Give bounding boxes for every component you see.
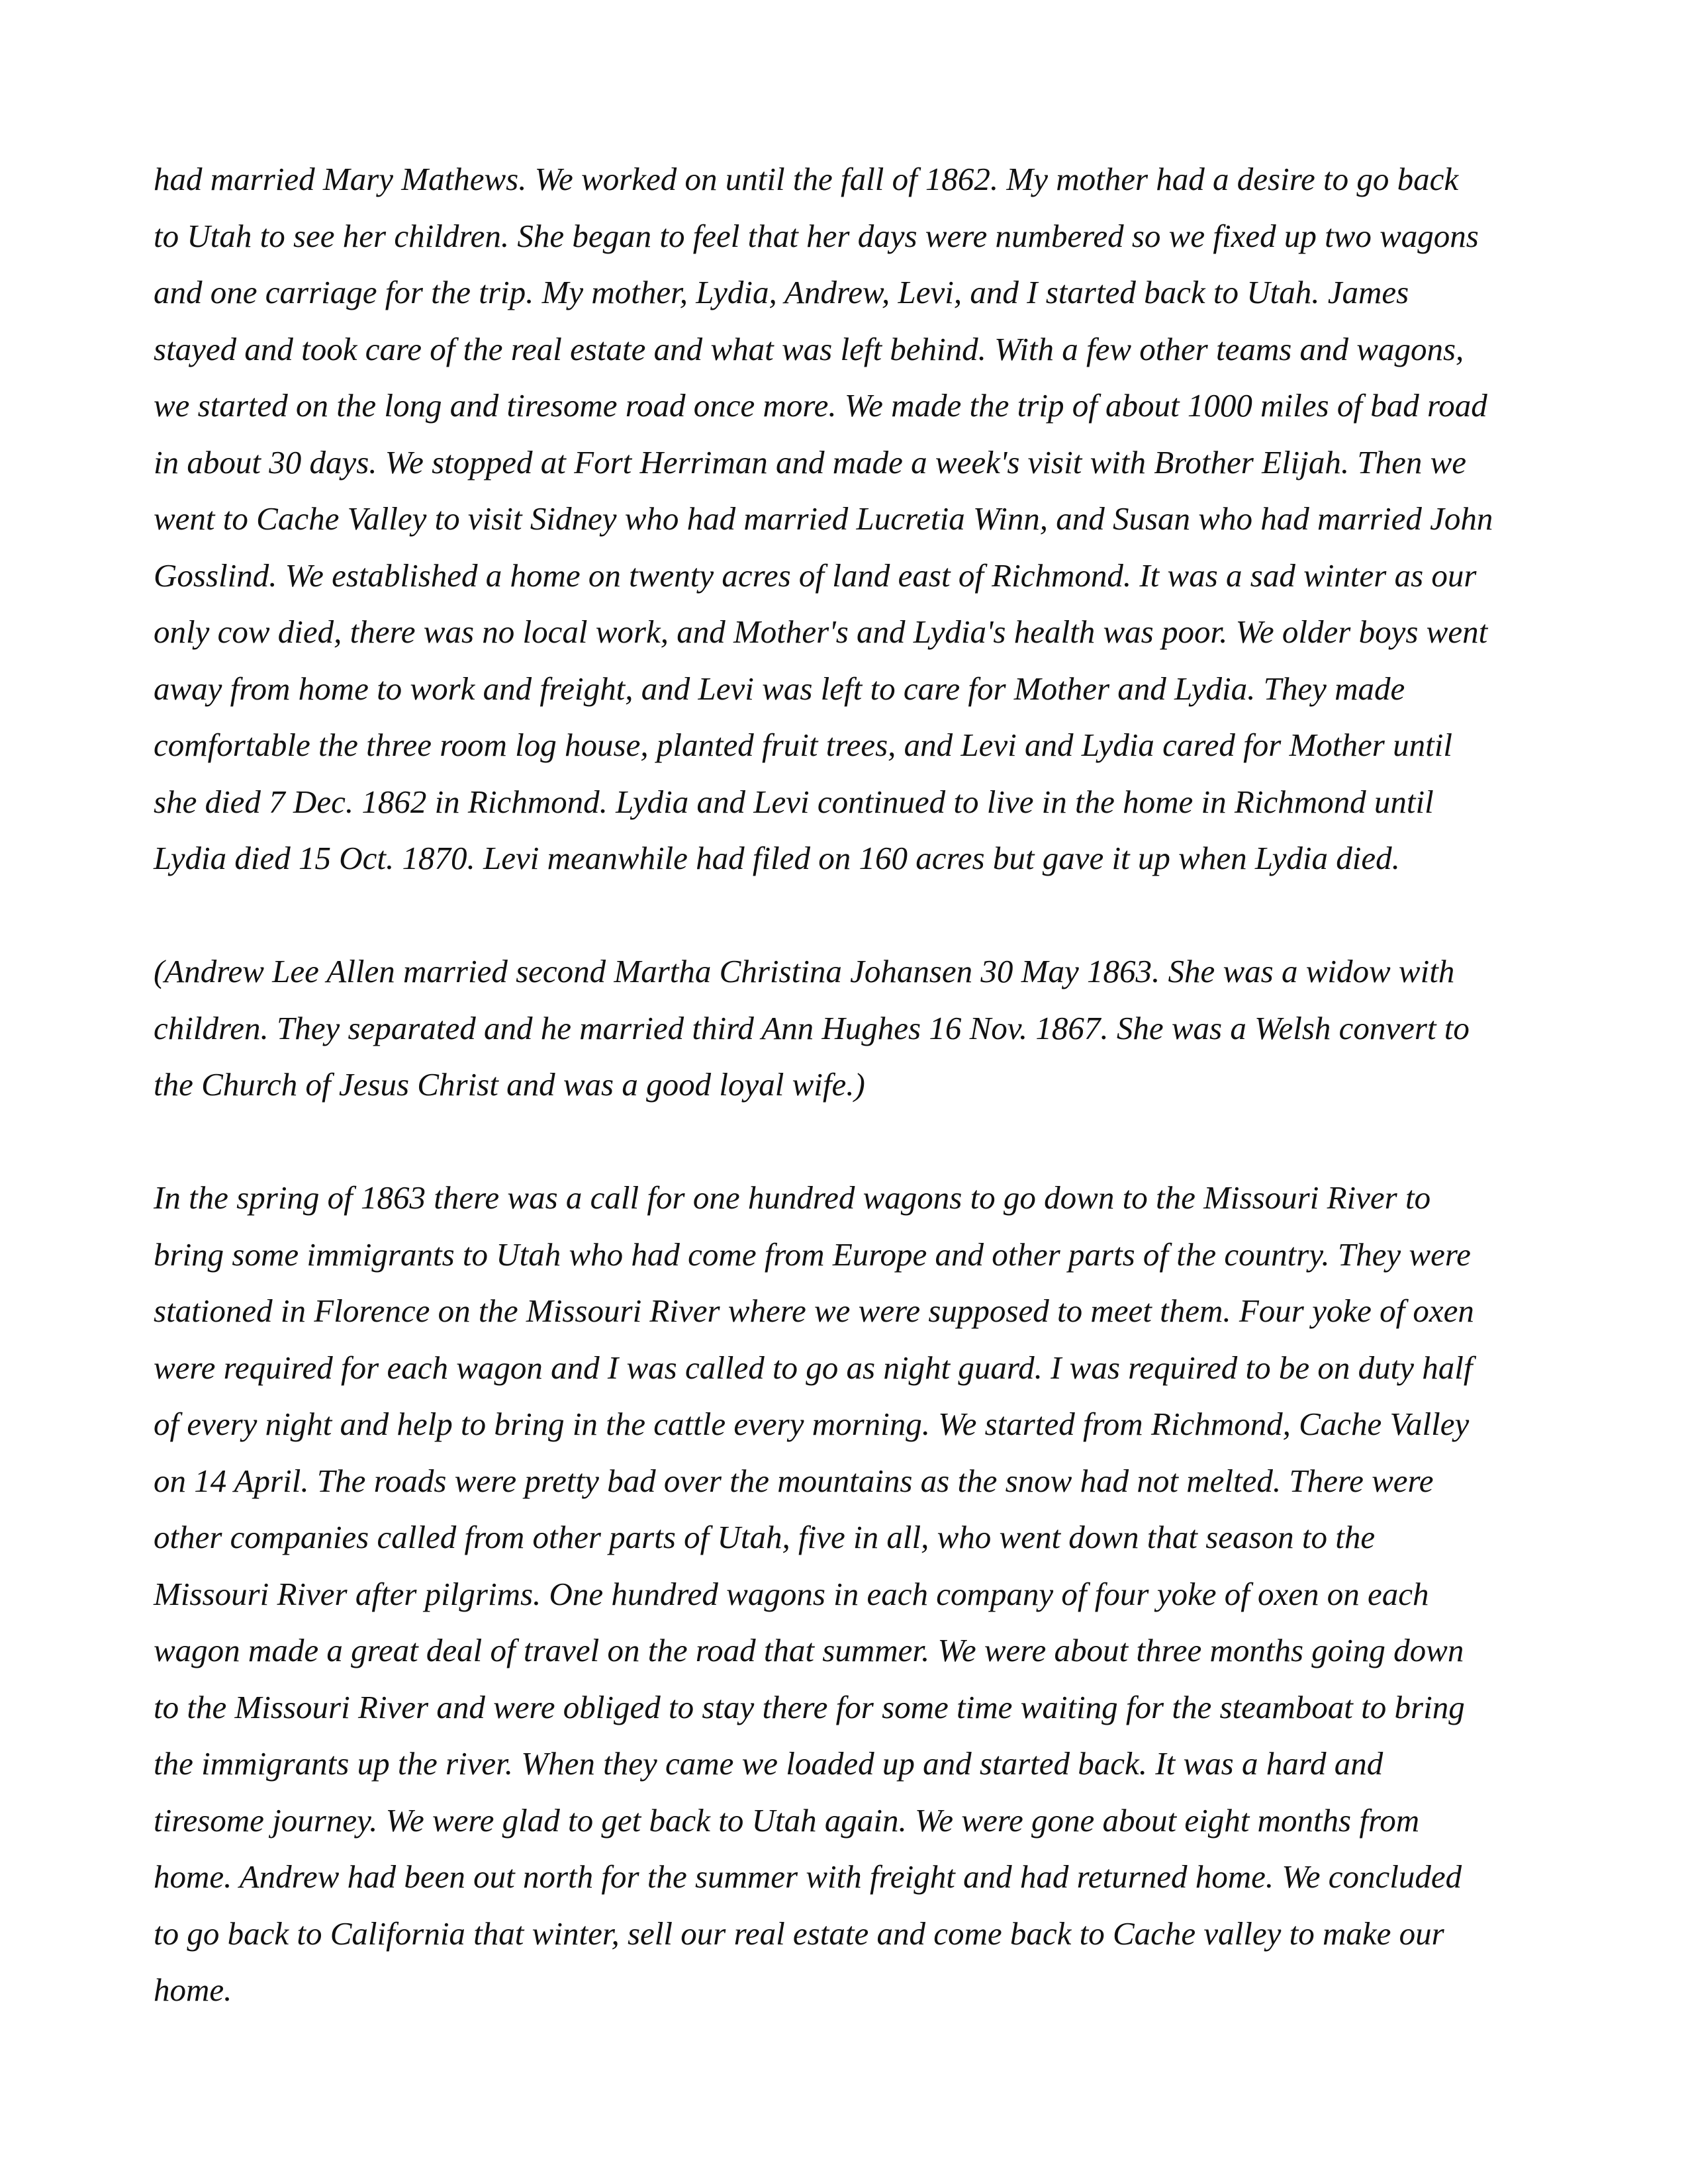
text-line: the Church of Jesus Christ and was a good loyal wife.) xyxy=(154,1066,865,1103)
text-line: Lydia died 15 Oct. 1870. Levi meanwhile had filed on 160 acres but gave it up when Lydia died. xyxy=(154,840,1400,876)
text-line: children. They separated and he married third Ann Hughes 16 Nov. 1867. She was a Welsh convert to xyxy=(154,1009,1470,1046)
paragraph-spacer xyxy=(154,887,1544,944)
document-body xyxy=(154,151,1544,2019)
text-line: on 14 April. The roads were pretty bad over the mountains as the snow had not melted. There were xyxy=(154,1462,1434,1499)
text-line: home. xyxy=(154,1972,232,2008)
text-line: Missouri River after pilgrims. One hundred wagons in each company of four yoke of oxen on each xyxy=(154,1575,1429,1612)
text-line: she died 7 Dec. 1862 in Richmond. Lydia and Levi continued to live in the home in Richmond until xyxy=(154,783,1434,820)
text-line: the immigrants up the river. When they came we loaded up and started back. It was a hard and xyxy=(154,1745,1383,1782)
paragraph-spacer xyxy=(154,1113,1544,1170)
text-line: other companies called from other parts of Utah, five in all, who went down that season to the xyxy=(154,1519,1376,1555)
paragraph-3 xyxy=(154,1169,1544,2019)
text-line: away from home to work and freight, and Levi was left to care for Mother and Lydia. They made xyxy=(154,670,1405,707)
text-line: in about 30 days. We stopped at Fort Herriman and made a week's visit with Brother Elijah. Then we xyxy=(154,443,1467,480)
text-line: to go back to California that winter, sell our real estate and come back to Cache valley to make our xyxy=(154,1915,1444,1952)
text-line: (Andrew Lee Allen married second Martha Christina Johansen 30 May 1863. She was a widow with xyxy=(154,953,1455,989)
text-line: only cow died, there was no local work, and Mother's and Lydia's health was poor. We older boys went xyxy=(154,614,1488,650)
paragraph-1 xyxy=(154,151,1544,887)
text-line: home. Andrew had been out north for the summer with freight and had returned home. We concluded xyxy=(154,1858,1462,1895)
text-line: went to Cache Valley to visit Sidney who had married Lucretia Winn, and Susan who had married John xyxy=(154,500,1493,537)
text-line: and one carriage for the trip. My mother, Lydia, Andrew, Levi, and I started back to Utah. James xyxy=(154,274,1409,310)
text-line: to the Missouri River and were obliged to stay there for some time waiting for the steamboat to bring xyxy=(154,1688,1465,1725)
text-line: stationed in Florence on the Missouri River where we were supposed to meet them. Four yoke of oxen xyxy=(154,1293,1474,1329)
text-line: we started on the long and tiresome road once more. We made the trip of about 1000 miles of bad road xyxy=(154,387,1487,424)
text-line: to Utah to see her children. She began to feel that her days were numbered so we fixed up two wagons xyxy=(154,217,1479,254)
text-line: wagon made a great deal of travel on the road that summer. We were about three months going down xyxy=(154,1632,1464,1668)
text-line: In the spring of 1863 there was a call for one hundred wagons to go down to the Missouri River to xyxy=(154,1179,1431,1216)
text-line: had married Mary Mathews. We worked on until the fall of 1862. My mother had a desire to go back xyxy=(154,161,1459,197)
text-line: stayed and took care of the real estate and what was left behind. With a few other teams and wagons, xyxy=(154,330,1464,367)
paragraph-2 xyxy=(154,943,1544,1113)
text-line: were required for each wagon and I was called to go as night guard. I was required to be on duty half xyxy=(154,1349,1473,1386)
text-line: of every night and help to bring in the cattle every morning. We started from Richmond, Cache Valley xyxy=(154,1406,1470,1442)
text-line: bring some immigrants to Utah who had come from Europe and other parts of the country. They were xyxy=(154,1236,1471,1273)
text-line: comfortable the three room log house, planted fruit trees, and Levi and Lydia cared for Mother until xyxy=(154,727,1452,763)
text-line: Gosslind. We established a home on twenty acres of land east of Richmond. It was a sad winter as our xyxy=(154,557,1477,594)
text-line: tiresome journey. We were glad to get back to Utah again. We were gone about eight months from xyxy=(154,1801,1420,1839)
